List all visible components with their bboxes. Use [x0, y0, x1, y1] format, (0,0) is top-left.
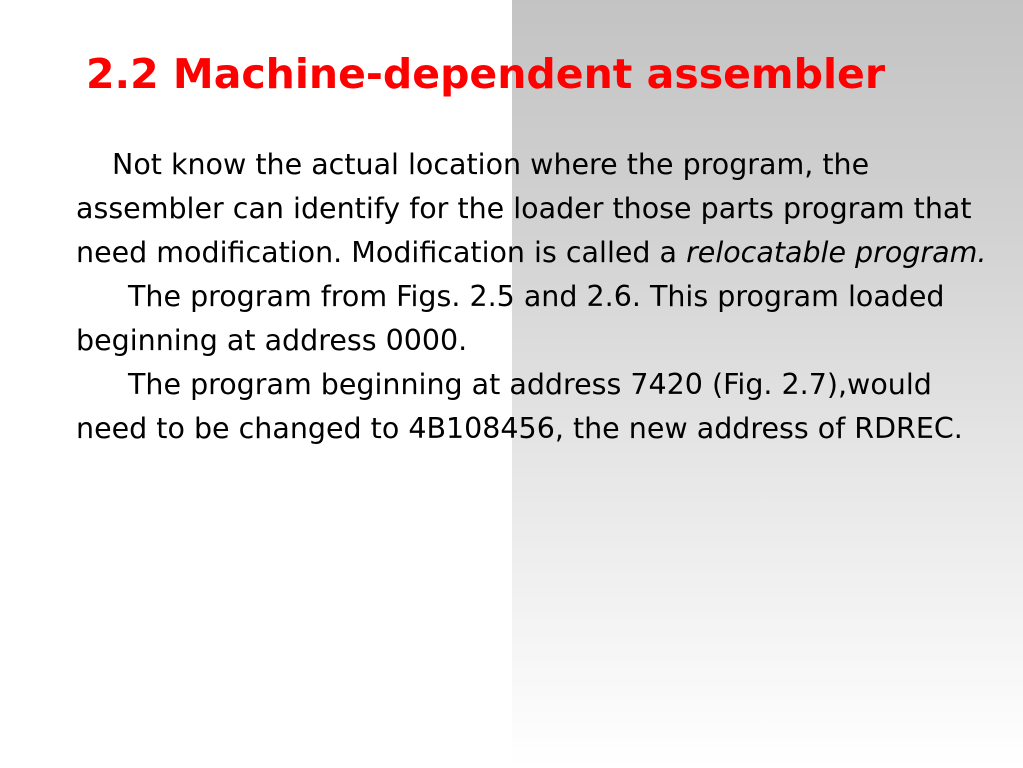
paragraph-text: Not know the actual location where the program, the assembler can identify for the loader those parts program that need modification. Modification is called a	[76, 148, 972, 269]
paragraph-program-loaded: The program from Figs. 2.5 and 2.6. This program loaded beginning at address 0000.	[76, 280, 945, 357]
slide-title: 2.2 Machine-dependent assembler	[86, 50, 886, 98]
paragraph-relocation-intro	[76, 143, 1006, 275]
slide-body	[76, 143, 1006, 451]
relocatable-program-term: relocatable program.	[686, 236, 987, 269]
paragraph-address-change: The program beginning at address 7420 (Fig. 2.7),would need to be changed to 4B108456, the new address of RDREC.	[76, 368, 963, 445]
